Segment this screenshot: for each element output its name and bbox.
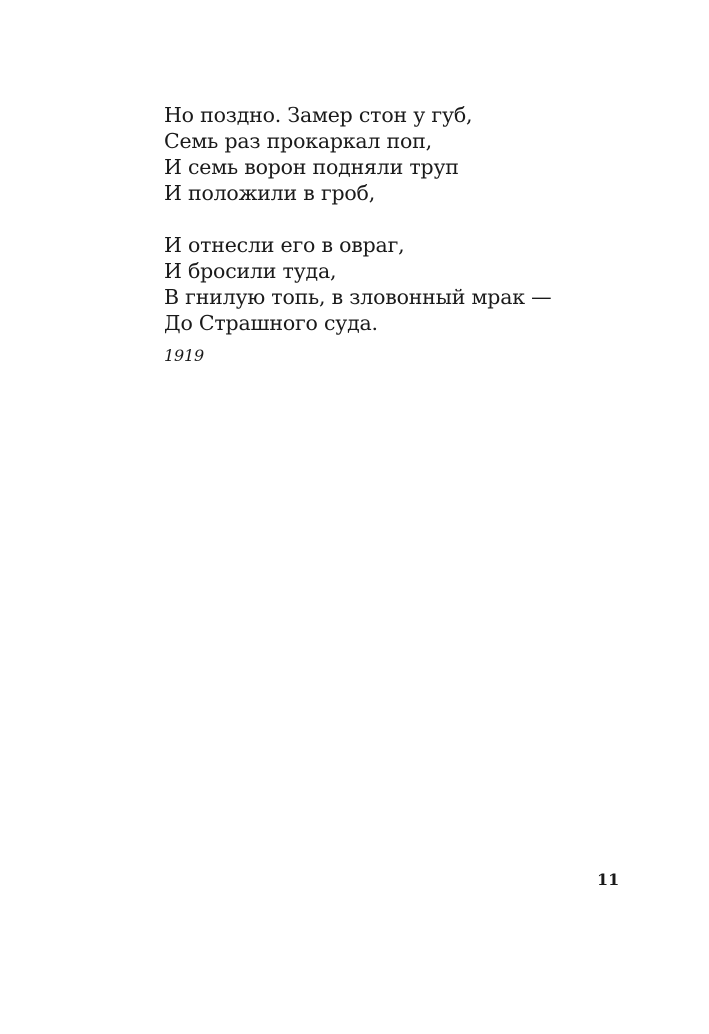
poem-line: Но поздно. Замер стон у губ, — [164, 103, 473, 127]
poem-line: И семь ворон подняли труп — [164, 155, 459, 179]
stanza-2 — [164, 232, 644, 336]
poem-line: И отнесли его в овраг, — [164, 233, 405, 257]
poem-line: В гнилую топь, в зловонный мрак — — [164, 285, 552, 309]
poem-line: И бросили туда, — [164, 259, 337, 283]
poem-line: Семь раз прокаркал поп, — [164, 129, 432, 153]
stanza-1 — [164, 102, 644, 206]
page-number: 11 — [597, 870, 620, 889]
poem-line: И положили в гроб, — [164, 181, 376, 205]
poem-date: 1919 — [164, 346, 204, 365]
poem-line: До Страшного суда. — [164, 311, 378, 335]
poem — [164, 102, 644, 366]
